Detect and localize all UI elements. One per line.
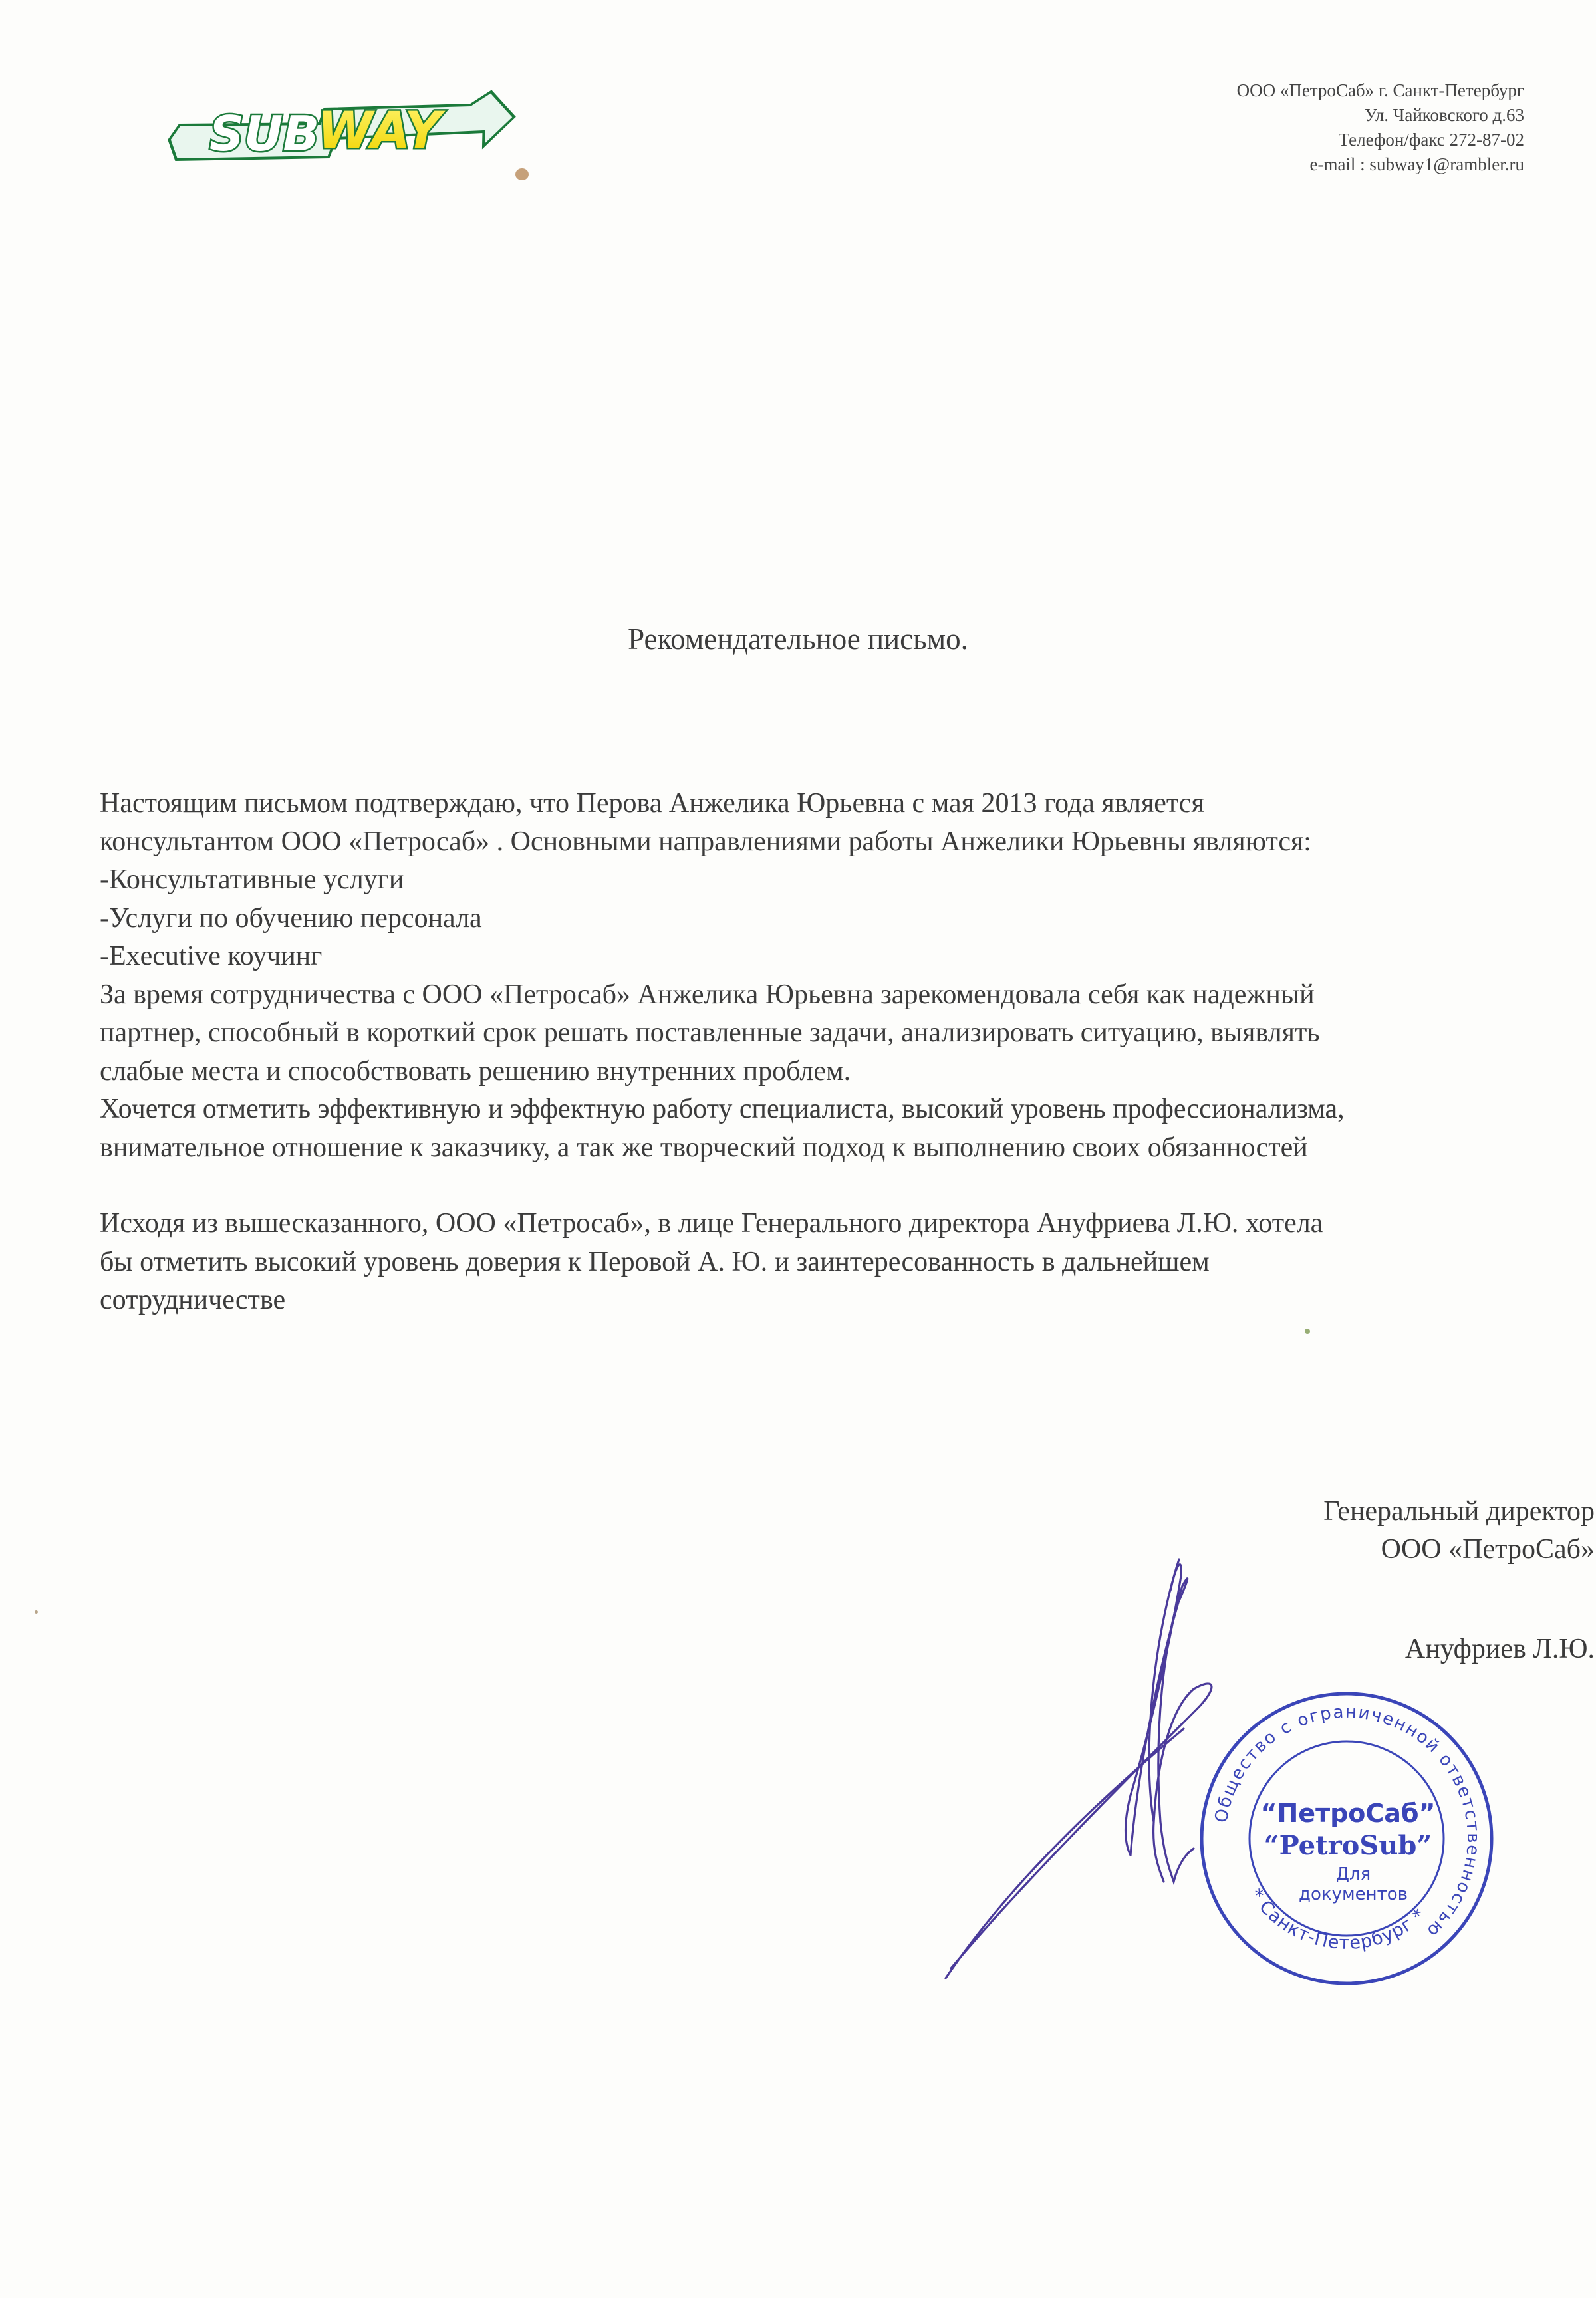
body-line: партнер, способный в короткий срок решать поставленные задачи, анализировать ситуацию, выявлять (100, 1017, 1320, 1048)
scan-speck (1305, 1329, 1310, 1334)
stamp-city-text: * Санкт-Петербург * (1245, 1885, 1430, 1954)
company-line: ООО «ПетроСаб» г. Санкт-Петербург (1236, 80, 1524, 100)
company-phone: Телефон/факс 272-87-02 (1338, 130, 1524, 150)
company-email: e-mail : subway1@rambler.ru (1309, 154, 1524, 174)
body-line: -Услуги по обучению персонала (100, 902, 482, 934)
stamp-purpose-line1: Для (1335, 1864, 1371, 1884)
company-header (1237, 78, 1524, 177)
company-address: Ул. Чайковского д.63 (1364, 105, 1524, 125)
body-line: Настоящим письмом подтверждаю, что Перова Анжелика Юрьевна с мая 2013 года является (100, 788, 1204, 819)
body-line: консультантом ООО «Петросаб» . Основными направлениями работы Анжелики Юрьевны являются: (100, 826, 1311, 857)
signatory-position: Генеральный директор (1323, 1496, 1595, 1527)
stamp-name-en: “PetroSub” (1264, 1830, 1432, 1861)
body-line: слабые места и способствовать решению внутренних проблем. (100, 1055, 851, 1086)
signatory-company: ООО «ПетроСаб» (1381, 1534, 1595, 1565)
stamp-ring-text: Общество с ограниченной ответственностью (1211, 1702, 1484, 1942)
letter-title: Рекомендательное письмо. (628, 622, 968, 656)
letter-body (100, 785, 1583, 1320)
signatory-name: Ануфриев Л.Ю. (1404, 1634, 1595, 1664)
scan-speck (515, 168, 529, 180)
signatory-block (1323, 1493, 1595, 1668)
body-line: -Консультативные услуги (100, 864, 404, 895)
conclusion-line: бы отметить высокий уровень доверия к Перовой А. Ю. и заинтересованность в дальнейшем (100, 1246, 1210, 1277)
scan-speck (35, 1610, 38, 1614)
logo-way-text: WAY (317, 100, 442, 160)
body-line: Хочется отметить эффективную и эффектную работу специалиста, высокий уровень профессионализма, (100, 1094, 1345, 1124)
stamp-purpose-line2: документов (1299, 1884, 1408, 1904)
body-line: За время сотрудничества с ООО «Петросаб» Анжелика Юрьевна зарекомендовала себя как надежный (100, 979, 1315, 1010)
conclusion-line: сотрудничестве (100, 1285, 286, 1315)
body-line: внимательное отношение к заказчику, а так же творческий подход к выполнению своих обязанностей (100, 1132, 1308, 1163)
subway-logo (163, 85, 522, 192)
conclusion-line: Исходя из вышесказанного, ООО «Петросаб», в лице Генерального директора Ануфриева Л.Ю. хотела (100, 1208, 1323, 1239)
body-line: -Executive коучинг (100, 941, 323, 971)
stamp-name-ru: “ПетроСаб” (1260, 1799, 1436, 1828)
company-stamp (1194, 1686, 1500, 1991)
logo-sub-text: SUB (209, 106, 320, 162)
